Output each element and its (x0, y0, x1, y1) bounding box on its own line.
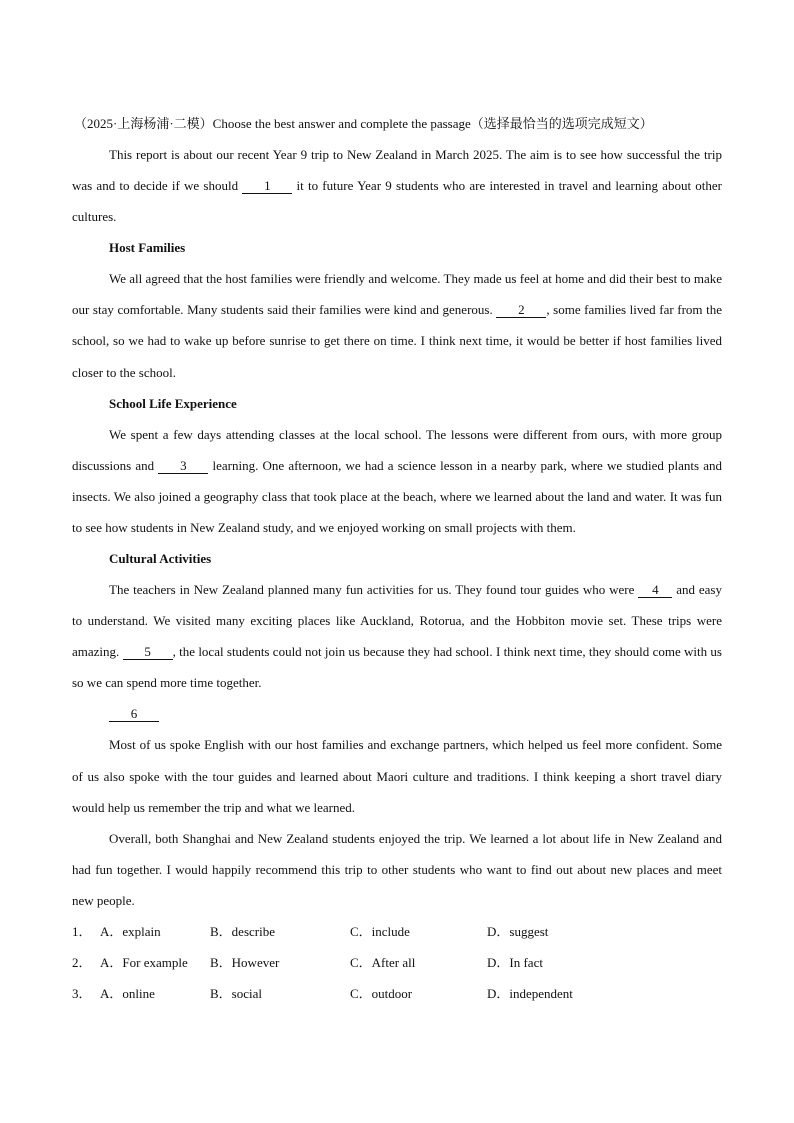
blank-3: 3 (158, 459, 208, 474)
heading-host-families: Host Families (109, 240, 186, 256)
intro-text-1: This report is about our recent Year 9 trip to New Zealand in March 2025. The aim is to see how successful the trip was and to decide if we should (72, 147, 722, 194)
cultural-text-1: The teachers in New Zealand planned many fun activities for us. They found tour guides who were (109, 582, 639, 598)
option-d: D．suggest (487, 923, 549, 939)
cultural-paragraph (72, 574, 722, 698)
option-b: B．social (210, 985, 262, 1001)
school-life-text-2: learning. One afternoon, we had a science lesson in a nearby park, where we studied plants and insects. We also joined a geography class that took place at the beach, where we learned about the land and water. It was fun to see how students in New Zealand study, and we enjoyed working on small projects with them. (72, 457, 722, 535)
heading-blank-6 (72, 698, 722, 729)
option-b: B．However (210, 954, 280, 970)
option-a: A．explain (100, 923, 161, 939)
option-d: D．In fact (487, 954, 543, 970)
blank-1: 1 (242, 179, 292, 194)
host-families-text-2: , some families lived far from the school, so we had to wake up before sunrise to get there on time. I think next time, it would be better if host families lived closer to the school. (72, 302, 722, 380)
option-row (72, 916, 722, 947)
option-d: D．independent (487, 985, 573, 1001)
heading-cultural-activities: Cultural Activities (109, 551, 212, 567)
blank-4: 4 (638, 583, 672, 598)
conclusion-paragraph: Overall, both Shanghai and New Zealand students enjoyed the trip. We learned a lot about life in New Zealand and had fun together. I would happily recommend this trip to other students who want to find out about new places and meet new people. (72, 830, 722, 908)
option-row (72, 947, 722, 978)
host-families-text-1: We all agreed that the host families were friendly and welcome. They made us feel at home and did their best to make our stay comfortable. Many students said their families were kind and generous. (72, 271, 722, 318)
option-b: B．describe (210, 923, 275, 939)
document-page (72, 108, 722, 1009)
heading-school-life: School Life Experience (109, 395, 237, 411)
options-list (72, 916, 722, 1009)
intro-text-2: it to future Year 9 students who are interested in travel and learning about other cultures. (72, 178, 722, 225)
option-a: A．online (100, 985, 155, 1001)
option-c: C．After all (350, 954, 416, 970)
section6-paragraph: Most of us spoke English with our host families and exchange partners, which helped us feel more confident. Some of us also spoke with the tour guides and learned about Maori culture and traditions. I think keeping a short travel diary would help us remember the trip and what we learned. (72, 737, 722, 815)
host-families-paragraph (72, 263, 722, 387)
option-a: A．For example (100, 954, 188, 970)
cultural-text-3: , the local students could not join us because they had school. I think next time, they should come with us so we can spend more time together. (72, 644, 722, 691)
option-number: 2． (72, 954, 92, 970)
option-number: 1． (72, 923, 92, 939)
school-life-text-1: We spent a few days attending classes at the local school. The lessons were different from ours, with more group discussions and (72, 426, 722, 473)
blank-2: 2 (496, 303, 546, 318)
question-header: （2025·上海杨浦·二模）Choose the best answer and complete the passage（选择最恰当的选项完成短文） (74, 116, 653, 131)
blank-6: 6 (109, 707, 159, 722)
option-c: C．include (350, 923, 410, 939)
option-c: C．outdoor (350, 985, 413, 1001)
option-row (72, 978, 722, 1009)
blank-5: 5 (123, 645, 173, 660)
intro-paragraph (72, 139, 722, 232)
option-number: 3． (72, 985, 92, 1001)
cultural-text-2: and easy to understand. We visited many exciting places like Auckland, Rotorua, and the Hobbiton movie set. These trips were amazing. (72, 582, 722, 660)
school-life-paragraph (72, 419, 722, 543)
